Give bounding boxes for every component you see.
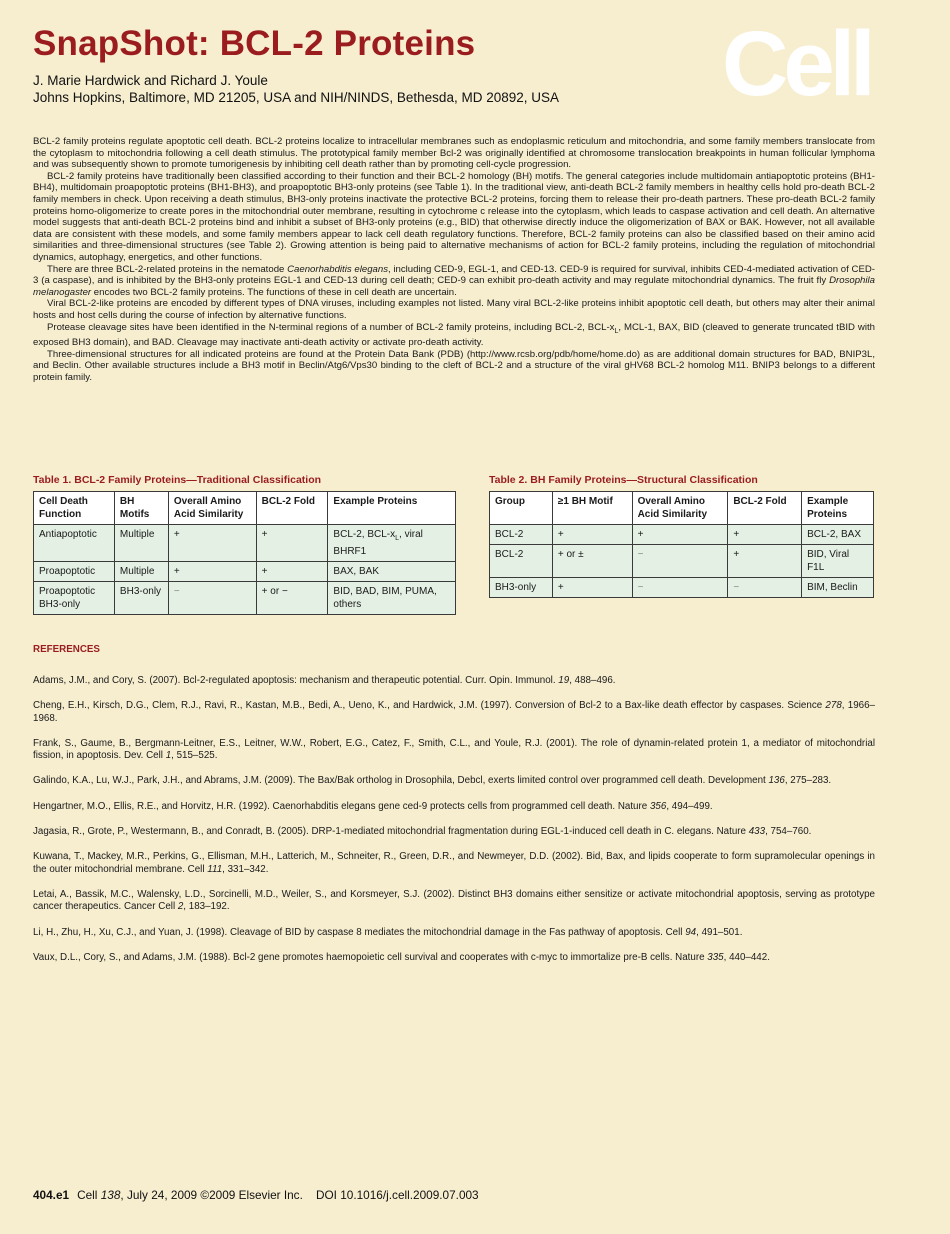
table-cell: BID, BAD, BIM, PUMA, others xyxy=(328,582,456,615)
table-cell: Multiple xyxy=(114,562,168,582)
column-header: BCL-2 Fold xyxy=(728,492,802,525)
table-cell: BID, Viral F1L xyxy=(802,545,874,578)
footer-volume: 138 xyxy=(100,1188,121,1202)
table-cell: + xyxy=(552,525,632,545)
table-row xyxy=(490,578,874,598)
intro-paragraph-2: BCL-2 family proteins have traditionally been classified according to their function and their BCL-2 homology (BH) motifs. The general categories include multidomain antiapoptotic proteins (BH1-BH4), multidomain proapoptotic proteins (BH1-BH3), and proapoptotic BH3-only proteins (see Table 1). In the traditional view, anti-death BCL-2 family members in healthy cells hold pro-death BCL-2 family members in check. Upon receiving a death stimulus, BH3-only proteins inactivate the protective BCL-2 proteins, forcing them to release their pro-death partners. These pro-death BCL-2 family proteins homo-oligomerize to create pores in the mitochondrial outer membrane, resulting in cytochrome c release into the cytoplasm, which leads to caspase activation and cell death. An alternative model suggests that anti-death BCL-2 proteins bind and inhibit a subset of BH3-only proteins (e.g., BID) that otherwise directly induce the oligomerization of BAX or BAK. However, not all available data are consistent with these models, and some family members appear to lack cell death regulatory functions. Therefore, BCL-2 family proteins can also be classified based on their amino acid similarities and three-dimensional structures (see Table 2). Growing attention is being paid to alternative mechanisms of action for BCL-2 family proteins, including the regulation of mitochondrial dynamics, autophagy, energetics, and other functions. xyxy=(33,170,875,263)
reference-item: Kuwana, T., Mackey, M.R., Perkins, G., Ellisman, M.H., Latterich, M., Schneiter, R., Green, D.R., and Newmeyer, D.D. (2002). Bid, Bax, and lipids cooperate to form supramolecular openings in the outer mitochondrial membrane. Cell 111, 331–342. xyxy=(33,851,875,875)
table-cell: BCL-2, BCL-$x_L$, viral BHRF1 xyxy=(328,525,456,562)
column-header: ≥1 BH Motif xyxy=(552,492,632,525)
table-header-row xyxy=(34,492,456,525)
column-header: BCL-2 Fold xyxy=(256,492,328,525)
page-footer xyxy=(33,1188,479,1202)
intro-paragraph-3: There are three BCL-2-related proteins in the nematode Caenorhabditis elegans, including CED-9, EGL-1, and CED-13. CED-9 is required for survival, inhibits CED-4-mediated activation of CED-3 (a caspase), and is inhibited by the BH3-only proteins EGL-1 and CED-13 during cell death; CED-9 can exhibit pro-death activity and may regulate mitochondrial dynamics. The fruit fly Drosophila melanogaster encodes two BCL-2 family proteins. The functions of these in cell death are uncertain. xyxy=(33,263,875,298)
table-cell: + xyxy=(168,562,256,582)
intro-paragraph-1: BCL-2 family proteins regulate apoptotic cell death. BCL-2 proteins localize to intracellular membranes such as endoplasmic reticulum and mitochondria, and some family members translocate from the cytoplasm to mitochondria following a cell death stimulus. The prototypical family member Bcl-2 was originally identified at chromosome translocation breakpoints in human follicular lymphoma and was subsequently shown to promote tumorigenesis by inhibiting cell death rather than by promoting cell-cycle progression. xyxy=(33,136,875,171)
table-row xyxy=(34,525,456,562)
column-header: Group xyxy=(490,492,553,525)
table-cell: Proapoptotic xyxy=(34,562,115,582)
table-cell: Antiapoptotic xyxy=(34,525,115,562)
page-title: SnapShot: BCL-2 Proteins xyxy=(33,24,476,63)
table-row xyxy=(490,525,874,545)
intro-paragraph-4: Viral BCL-2-like proteins are encoded by different types of DNA viruses, including examples not listed. Many viral BCL-2-like proteins inhibit apoptotic cell death, but others may alter their animal hosts and host cells during the course of infection by alternative functions. xyxy=(33,298,875,321)
reference-item: Galindo, K.A., Lu, W.J., Park, J.H., and Abrams, J.M. (2009). The Bax/Bak ortholog in Drosophila, Debcl, exerts limited control over programmed cell death. Development 136, 275–283. xyxy=(33,775,832,787)
table-cell: − xyxy=(632,545,728,578)
page-number: 404.e1 xyxy=(33,1188,70,1202)
intro-paragraph-6: Three-dimensional structures for all indicated proteins are found at the Protein Data Bank (PDB) (http://www.rcsb.org/pdb/home/home.do) as are additional domain structures for BAD, BNIP3L, and Beclin. Other available structures include a BH3 motif in Beclin/Atg6/Vps30 binding to the cleft of BCL-2 and a structure of the viral gHV68 BCL-2 homolog M11. BNIP3 belongs to a different protein family. xyxy=(33,348,875,383)
table-cell: BCL-2, BAX xyxy=(802,525,874,545)
intro-paragraph-5: Protease cleavage sites have been identified in the N-terminal regions of a number of BCL-2 family proteins, including BCL-2, BCL-$x_L$, MCL-1, BAX, BID (cleaved to generate truncated tBID with exposed BH3 domain), and BAD. Cleavage may inactivate anti-death activity or activate pro-death activity. xyxy=(33,321,875,348)
reference-item: Li, H., Zhu, H., Xu, C.J., and Yuan, J. (1998). Cleavage of BID by caspase 8 mediates the mitochondrial damage in the Fas pathway of apoptosis. Cell 94, 491–501. xyxy=(33,926,743,938)
table-cell: + xyxy=(552,578,632,598)
column-header: Overall Amino Acid Similarity xyxy=(632,492,728,525)
reference-item: Letai, A., Bassik, M.C., Walensky, L.D., Sorcinelli, M.D., Weiler, S., and Korsmeyer, S.J. (2002). Distinct BH3 domains either sensitize or activate mitochondrial apoptosis, serving as prototype cancer therapeutics. Cancer Cell 2, 183–192. xyxy=(33,888,875,913)
affiliations: Johns Hopkins, Baltimore, MD 21205, USA and NIH/NINDS, Bethesda, MD 20892, USA xyxy=(33,90,559,105)
table-cell: BAX, BAK xyxy=(328,562,456,582)
table-cell: Proapoptotic BH3-only xyxy=(34,582,115,615)
table-row xyxy=(34,562,456,582)
table-cell: + or − xyxy=(256,582,328,615)
table-cell: BH3-only xyxy=(114,582,168,615)
table-cell: − xyxy=(728,578,802,598)
column-header: Cell Death Function xyxy=(34,492,115,525)
authors: J. Marie Hardwick and Richard J. Youle xyxy=(33,73,268,88)
table-cell: BCL-2 xyxy=(490,525,553,545)
table-cell: + xyxy=(728,525,802,545)
column-header: BH Motifs xyxy=(114,492,168,525)
author-block xyxy=(33,72,559,106)
column-header: Overall Amino Acid Similarity xyxy=(168,492,256,525)
table-cell: + xyxy=(256,525,328,562)
table-cell: Multiple xyxy=(114,525,168,562)
reference-item: Cheng, E.H., Kirsch, D.G., Clem, R.J., Ravi, R., Kastan, M.B., Bedi, A., Ueno, K., and Hardwick, J.M. (1997). Conversion of Bcl-2 to a Bax-like death effector by caspases. Science 278, 1966–1968. xyxy=(33,700,875,724)
references-list xyxy=(33,675,875,977)
table-cell: BCL-2 xyxy=(490,545,553,578)
column-header: Example Proteins xyxy=(802,492,874,525)
table-1 xyxy=(33,474,456,615)
reference-item: Frank, S., Gaume, B., Bergmann-Leitner, E.S., Leitner, W.W., Robert, E.G., Catez, F., Smith, C.L., and Youle, R.J. (2001). The role of dynamin-related protein 1, a mediator of mitochondrial fission, in apoptosis. Dev. Cell 1, 515–525. xyxy=(33,737,875,762)
table-cell: + xyxy=(728,545,802,578)
reference-item: Jagasia, R., Grote, P., Westermann, B., and Conradt, B. (2005). DRP-1-mediated mitochondrial fragmentation during EGL-1-induced cell death in C. elegans. Nature 433, 754–760. xyxy=(33,826,812,838)
table-cell: + xyxy=(256,562,328,582)
reference-item: Hengartner, M.O., Ellis, R.E., and Horvitz, H.R. (1992). Caenorhabditis elegans gene ced-9 protects cells from programmed cell death. Nature 356, 494–499. xyxy=(33,800,713,812)
table-row xyxy=(490,545,874,578)
table-row xyxy=(34,582,456,615)
table-cell: BIM, Beclin xyxy=(802,578,874,598)
table-header-row xyxy=(490,492,874,525)
reference-item: Vaux, D.L., Cory, S., and Adams, J.M. (1988). Bcl-2 gene promotes haemopoietic cell survival and cooperates with c-myc to immortalize pre-B cells. Nature 335, 440–442. xyxy=(33,951,770,963)
table-2 xyxy=(489,474,874,598)
table-cell: − xyxy=(168,582,256,615)
reference-item: Adams, J.M., and Cory, S. (2007). Bcl-2-regulated apoptosis: mechanism and therapeutic potential. Curr. Opin. Immunol. 19, 488–496. xyxy=(33,675,616,686)
footer-citation: , July 24, 2009 ©2009 Elsevier Inc. DOI 10.1016/j.cell.2009.07.003 xyxy=(120,1188,479,1202)
references-heading: REFERENCES xyxy=(33,644,100,655)
column-header: Example Proteins xyxy=(328,492,456,525)
footer-journal: Cell xyxy=(77,1188,101,1202)
table-1-title: Table 1. BCL-2 Family Proteins—Traditional Classification xyxy=(33,474,322,486)
intro-text xyxy=(33,136,875,383)
table-cell: + xyxy=(632,525,728,545)
cell-logo: Cell xyxy=(722,13,871,115)
table-cell: + xyxy=(168,525,256,562)
table-cell: BH3-only xyxy=(490,578,553,598)
table-2-title: Table 2. BH Family Proteins—Structural Classification xyxy=(489,474,758,486)
table-cell: − xyxy=(632,578,728,598)
table-cell: + or ± xyxy=(552,545,632,578)
